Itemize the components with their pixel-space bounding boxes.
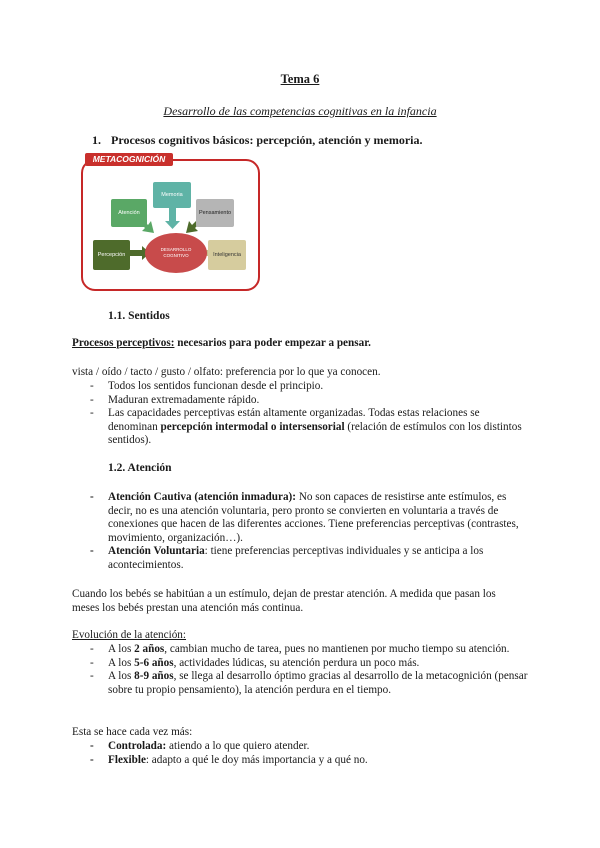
list-item <box>88 657 528 671</box>
section-heading-sentidos: 1.1. Sentidos <box>108 310 170 322</box>
evolution-list <box>88 643 528 697</box>
senses-list <box>88 380 528 448</box>
list-item <box>88 407 528 448</box>
page-subtitle: Desarrollo de las competencias cognitivas en la infancia <box>163 104 437 118</box>
list-item <box>88 643 528 657</box>
evolution-heading: Evolución de la atención: <box>72 629 187 641</box>
item-text: Las capacidades perceptivas están altamente organizadas. Todas estas relaciones se denominan <box>108 407 480 433</box>
final-intro: Esta se hace cada vez más: <box>72 726 193 738</box>
item-bold: Controlada: <box>108 740 167 752</box>
item-bold: Atención Voluntaria <box>108 545 205 558</box>
item-text: : tiene preferencias perceptivas individuales y se anticipa a los acontecimientos. <box>108 545 484 571</box>
page-title: Tema 6 <box>280 72 320 86</box>
item-text: A los <box>108 643 135 655</box>
list-item <box>88 491 528 545</box>
node-center: DESARROLLO COGNITIVO <box>145 233 207 273</box>
item-text: (relación de estímulos con los distintos sentidos). <box>108 420 522 447</box>
node-percepcion: Percepción <box>93 240 130 270</box>
item-text: , cambian mucho de tarea, pues no mantienen por mucho tiempo su atención. <box>164 643 510 655</box>
node-pensamiento: Pensamiento <box>196 199 234 227</box>
item-bold: Atención Cautiva (atención inmadura): <box>108 491 297 503</box>
senses-line: vista / oído / tacto / gusto / olfato: preferencia por lo que ya conocen. <box>72 366 381 378</box>
metacognition-diagram <box>78 153 260 291</box>
node-atencion: Atención <box>111 199 147 227</box>
section-heading-atencion: 1.2. Atención <box>108 462 172 474</box>
list-item: - Maduran extremadamente rápido. <box>88 394 528 408</box>
item-text: A los <box>108 670 135 683</box>
node-memoria: Memoria <box>153 182 191 208</box>
item-text: atiendo a lo que quiero atender. <box>166 740 310 752</box>
final-list <box>88 740 528 767</box>
item-text: , actividades lúdicas, su atención perdura un poco más. <box>173 656 420 669</box>
item-text: A los <box>108 656 135 669</box>
section-heading-1 <box>92 133 423 148</box>
item-bold: 5-6 años <box>134 656 174 669</box>
item-bold: 8-9 años <box>134 670 174 683</box>
arrow-memoria <box>165 208 180 229</box>
item-bold: 2 años <box>134 643 165 655</box>
perceptual-intro <box>72 337 522 351</box>
item-text: , se llega al desarrollo óptimo gracias al desarrollo de la metacognición (pensar sobre tu propio pensamiento), la atención perdura en el tiempo. <box>108 670 528 696</box>
item-text: No son capaces de resistirse ante estímulos, es decir, no es una atención voluntaria, pero pronto se convierten en voluntaria a través de conexiones que hacen de las diferentes acciones. Tiene preferencias perceptivas (contrastes, movimiento, organización…). <box>108 491 519 544</box>
attention-types-list <box>88 491 528 573</box>
list-item <box>88 545 528 572</box>
item-text: : adapto a qué le doy más importancia y a qué no. <box>145 753 368 766</box>
perceptual-text: necesarios para poder empezar a pensar. <box>174 337 371 349</box>
section-number: 1. <box>92 133 101 147</box>
list-item: - Todos los sentidos funcionan desde el principio. <box>88 380 528 394</box>
item-bold: percepción intermodal o intersensorial <box>160 420 345 433</box>
list-item <box>88 754 528 768</box>
perceptual-label: Procesos perceptivos: <box>72 337 175 349</box>
item-bold: Flexible <box>108 753 146 766</box>
list-item <box>88 670 528 697</box>
list-item <box>88 740 528 754</box>
habituation-paragraph: Cuando los bebés se habitúan a un estímulo, dejan de prestar atención. A medida que pasan los meses los bebés prestan una atención más continua. <box>72 588 496 614</box>
section-heading-text: Procesos cognitivos básicos: percepción, atención y memoria. <box>111 133 423 147</box>
diagram-label: METACOGNICIÓN <box>85 153 173 166</box>
node-inteligencia: Inteligencia <box>208 240 246 270</box>
